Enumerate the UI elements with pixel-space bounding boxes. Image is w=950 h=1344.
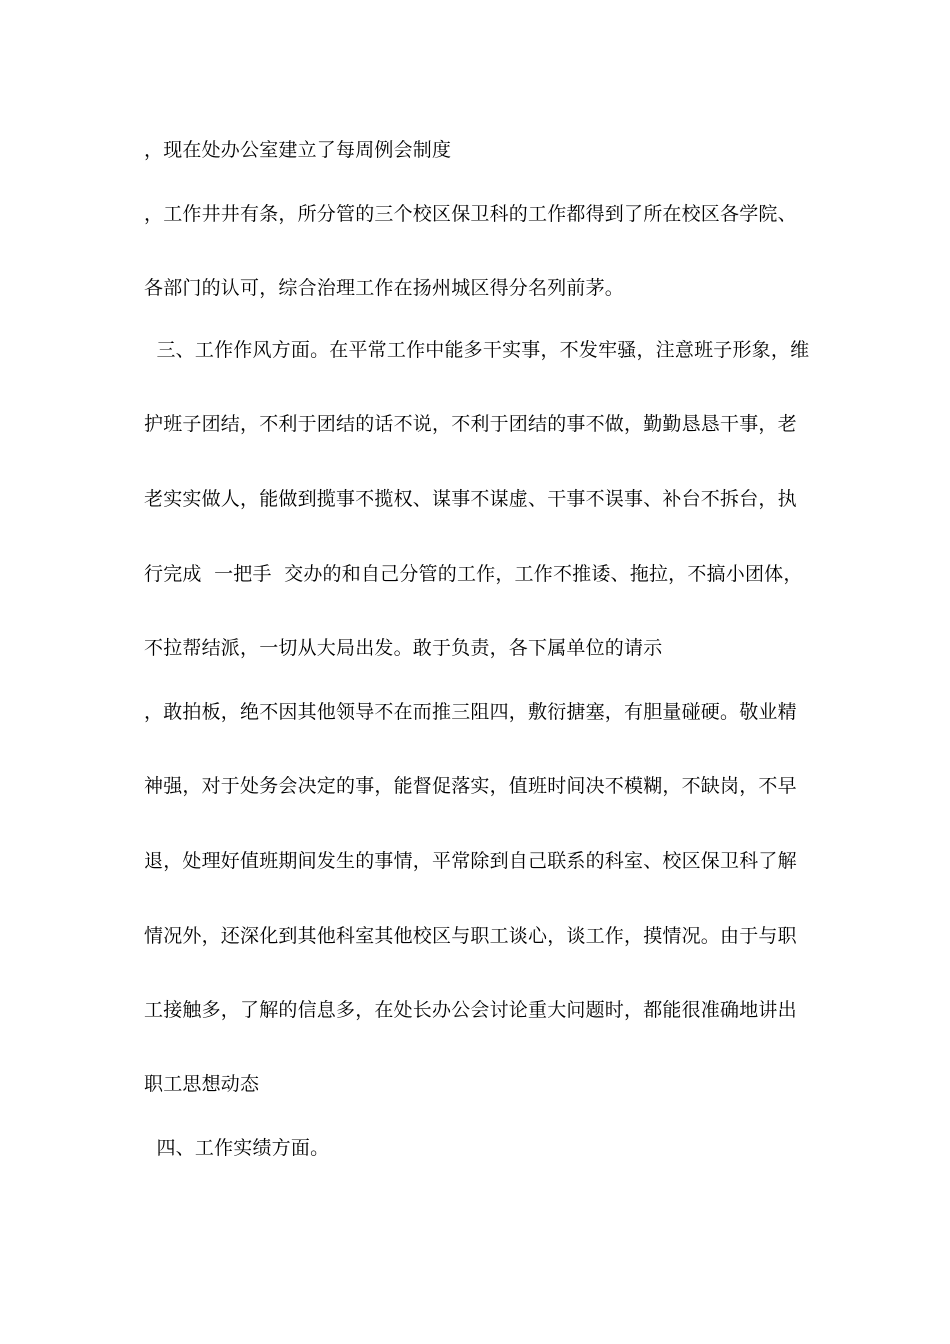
text-line: 各部门的认可，综合治理工作在扬州城区得分名列前茅。	[144, 277, 625, 299]
text-line: 职工思想动态	[144, 1073, 260, 1095]
text-line: 工接触多，了解的信息多，在处长办公会讨论重大问题时，都能很准确地讲出	[144, 999, 797, 1021]
text-line: 行完成 一把手 交办的和自己分管的工作，工作不推诿、拖拉，不搞小团体，	[144, 563, 803, 585]
text-line: ，工作井井有条，所分管的三个校区保卫科的工作都得到了所在校区各学院、	[144, 203, 797, 225]
text-line: 四、工作实绩方面。	[144, 1137, 330, 1159]
text-line: 三、工作作风方面。在平常工作中能多干实事，不发牢骚，注意班子形象，维	[144, 339, 810, 361]
text-line: 情况外，还深化到其他科室其他校区与职工谈心，谈工作，摸情况。由于与职	[144, 925, 797, 947]
text-line: 护班子团结，不利于团结的话不说，不利于团结的事不做，勤勤恳恳干事，老	[144, 413, 797, 435]
text-line: ，现在处办公室建立了每周例会制度	[144, 139, 452, 161]
text-line: ，敢拍板，绝不因其他领导不在而推三阻四，敷衍搪塞，有胆量碰硬。敬业精	[144, 701, 797, 723]
text-line: 退，处理好值班期间发生的事情，平常除到自己联系的科室、校区保卫科了解	[144, 850, 797, 872]
text-line: 神强，对于处务会决定的事，能督促落实，值班时间决不模糊，不缺岗，不早	[144, 775, 797, 797]
text-line: 不拉帮结派，一切从大局出发。敢于负责，各下属单位的请示	[144, 637, 663, 659]
text-line: 老实实做人，能做到揽事不揽权、谋事不谋虚、干事不误事、补台不拆台，执	[144, 488, 797, 510]
